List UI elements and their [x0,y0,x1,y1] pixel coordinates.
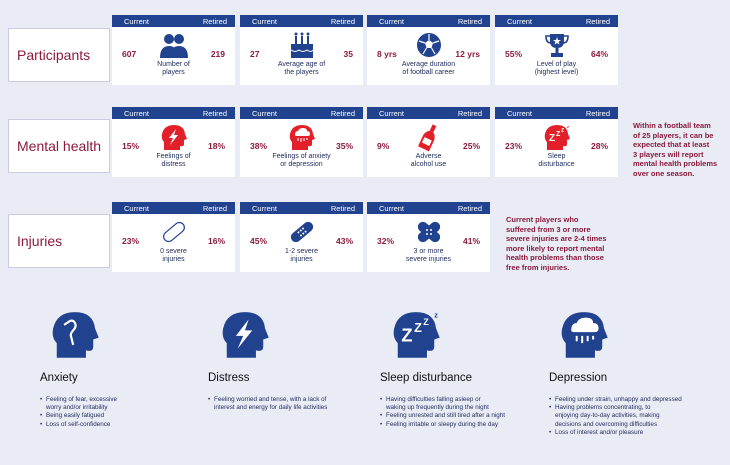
card-caption: 1-2 severe injuries [284,248,319,263]
retired-label: Retired [585,108,610,118]
current-value: 23% [122,236,140,246]
current-value: 27 [250,49,260,59]
current-label: Current [379,203,405,213]
condition-title-depression: Depression [549,372,608,384]
card-distress [112,107,235,177]
rain-cloud-head-icon [285,122,319,152]
current-label: Current [252,108,278,118]
list-item: • Loss of interest and/or pleasure [549,429,682,437]
condition-title-distress: Distress [208,372,250,384]
card-career-duration [367,15,490,85]
football-icon [412,30,446,60]
condition-list-anxiety [40,396,117,429]
mental-health-note: Within a football team of 25 players, it can be expected that at least 3 players will report mental health problems over one season. [633,121,718,178]
bottle-icon [412,122,446,152]
card-level-of-play [495,15,618,85]
card-caption: Level of play (highest level) [534,61,579,76]
retired-label: Retired [330,16,355,26]
birthday-cake-icon [285,30,319,60]
distress-head-icon [214,303,276,365]
card-three-plus-severe-injuries [367,202,490,272]
retired-label: Retired [202,16,227,26]
card-caption: Average age of the players [277,61,326,76]
crossed-bandages-icon [412,217,446,247]
card-caption: 3 or more severe injuries [405,248,452,263]
current-value: 23% [505,141,523,151]
condition-title-anxiety: Anxiety [40,372,78,384]
card-caption: 0 severe injuries [160,248,187,263]
retired-label: Retired [202,203,227,213]
current-value: 607 [122,49,137,59]
current-label: Current [379,16,405,26]
retired-label: Retired [457,16,482,26]
retired-label: Retired [330,108,355,118]
sleep-head-icon [385,303,447,365]
retired-label: Retired [585,16,610,26]
card-anxiety-depression [240,107,363,177]
card-number-of-players [112,15,235,85]
section-label-mental-health: Mental health [8,119,110,173]
retired-value: 64% [590,49,608,59]
list-item: • Having problems concentrating, to enjoying day-to-day activities, making decisions and overcoming difficulties [549,404,682,429]
retired-value: 25% [462,141,480,151]
current-value: 38% [250,141,268,151]
card-zero-severe-injuries [112,202,235,272]
retired-value: 18% [207,141,225,151]
retired-label: Retired [457,108,482,118]
retired-value: 219 [210,49,225,59]
distress-head-icon [157,122,191,152]
svg-text:z: z [566,124,569,129]
anxiety-head-icon [44,303,106,365]
rain-cloud-head-icon [553,303,615,365]
list-item: • Feeling of fear, excessive worry and/or irritability [40,396,117,412]
section-label-participants: Participants [8,28,110,82]
retired-value: 35 [343,49,353,59]
condition-list-sleep-disturbance [380,396,505,429]
retired-label: Retired [202,108,227,118]
card-caption: Feelings of anxiety or depression [272,153,331,168]
card-caption: Adverse alcohol use [410,153,447,168]
bandage-icon [285,217,319,247]
injuries-note: Current players who suffered from 3 or more severe injuries are 2-4 times more likely to report mental health problems than those free from injuries. [506,215,607,272]
svg-text:Z: Z [401,324,413,346]
svg-text:Z: Z [414,320,422,336]
card-one-two-severe-injuries [240,202,363,272]
list-item: • Feeling worried and tense, with a lack of interest and energy for daily life activities [208,396,327,412]
svg-text:z: z [434,310,438,320]
current-label: Current [379,108,405,118]
retired-label: Retired [330,203,355,213]
people-icon [157,30,191,60]
current-label: Current [124,16,150,26]
current-value: 15% [122,141,140,151]
current-value: 55% [505,49,523,59]
current-label: Current [124,203,150,213]
retired-label: Retired [457,203,482,213]
condition-list-distress [208,396,327,412]
sleep-head-icon [540,122,574,152]
current-value: 45% [250,236,268,246]
list-item: • Being easily fatigued [40,412,117,420]
card-sleep-disturbance [495,107,618,177]
current-label: Current [507,16,533,26]
card-average-age [240,15,363,85]
section-label-injuries: Injuries [8,214,110,268]
retired-value: 28% [590,141,608,151]
current-label: Current [252,16,278,26]
current-value: 32% [377,236,395,246]
current-label: Current [124,108,150,118]
current-label: Current [507,108,533,118]
card-caption: Number of players [157,61,190,76]
current-value: 8 yrs [377,49,397,59]
list-item: • Feeling under strain, unhappy and depressed [549,396,682,404]
list-item: • Having difficulties falling asleep or waking up frequently during the night [380,396,505,412]
list-item: • Feeling irritable or sleepy during the day [380,421,505,429]
condition-title-sleep-disturbance: Sleep disturbance [380,372,473,384]
condition-list-depression [549,396,682,437]
current-value: 9% [377,141,390,151]
list-item: • Loss of self-confidence [40,421,117,429]
current-label: Current [252,203,278,213]
svg-text:Z: Z [548,133,555,144]
svg-text:Z: Z [423,316,429,327]
retired-value: 41% [462,236,480,246]
bandage-outline-icon [157,217,191,247]
retired-value: 43% [335,236,353,246]
card-caption: Sleep disturbance [538,153,575,168]
svg-text:Z: Z [560,128,564,134]
svg-text:Z: Z [555,131,560,138]
card-caption: Feelings of distress [156,153,191,168]
card-alcohol-use [367,107,490,177]
retired-value: 35% [335,141,353,151]
retired-value: 12 yrs [455,49,480,59]
card-caption: Average duration of football career [401,61,456,76]
retired-value: 16% [207,236,225,246]
list-item: • Feeling unrested and still tired after a night [380,412,505,420]
trophy-icon [540,30,574,60]
